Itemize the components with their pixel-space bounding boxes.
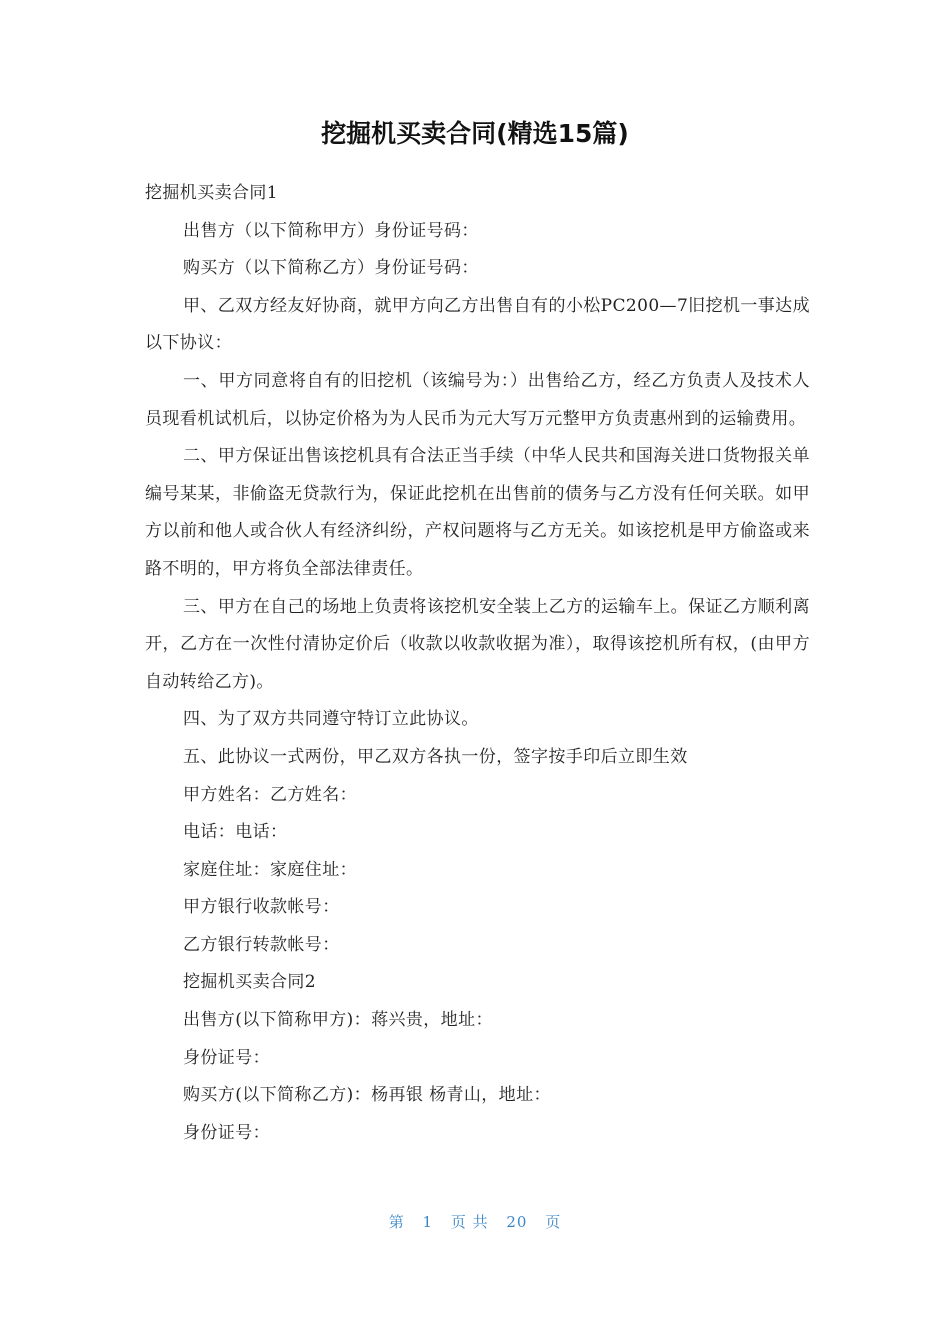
paragraph: 甲、乙双方经友好协商，就甲方向乙方出售自有的小松PC200—7旧挖机一事达成以下协议： bbox=[145, 295, 810, 354]
signature-line: 甲方银行收款帐号： bbox=[183, 897, 340, 918]
footer-page-number: 1 bbox=[422, 1213, 434, 1231]
paragraph: 五、此协议一式两份，甲乙双方各执一份，签字按手印后立即生效 bbox=[183, 746, 688, 767]
signature-line: 乙方银行转款帐号： bbox=[183, 934, 340, 955]
paragraph: 出售方(以下简称甲方)：蒋兴贵，地址： bbox=[183, 1010, 493, 1031]
footer-total-label: 页 共 bbox=[450, 1213, 489, 1231]
paragraph: 购买方(以下简称乙方)：杨再银 杨青山，地址： bbox=[183, 1085, 551, 1106]
paragraph: 三、甲方在自己的场地上负责将该挖机安全装上乙方的运输车上。保证乙方顺利离开，乙方在一次性付清协定价后（收款以收款收据为准），取得该挖机所有权，(由甲方自动转给乙方)。 bbox=[145, 596, 810, 692]
signature-line: 家庭住址：家庭住址： bbox=[183, 859, 357, 880]
footer-page-label: 第 bbox=[388, 1213, 405, 1231]
paragraph: 二、甲方保证出售该挖机具有合法正当手续（中华人民共和国海关进口货物报关单编号某某，非偷盗无贷款行为，保证此挖机在出售前的债务与乙方没有任何关联。如甲方以前和他人或合伙人有经济纠纷，产权问题将与乙方无关。如该挖机是甲方偷盗或来路不明的，甲方将负全部法律责任。 bbox=[145, 446, 810, 579]
paragraph: 出售方（以下简称甲方）身份证号码： bbox=[183, 220, 479, 241]
section-heading: 挖掘机买卖合同1 bbox=[145, 183, 279, 203]
paragraph: 身份证号： bbox=[183, 1122, 270, 1143]
paragraph: 四、为了双方共同遵守特订立此协议。 bbox=[183, 709, 479, 730]
paragraph: 购买方（以下简称乙方）身份证号码： bbox=[183, 258, 479, 279]
document-title: 挖掘机买卖合同(精选15篇) bbox=[321, 119, 629, 148]
paragraph: 身份证号： bbox=[183, 1047, 270, 1068]
signature-line: 甲方姓名：乙方姓名： bbox=[183, 784, 357, 805]
signature-line: 电话：电话： bbox=[183, 822, 288, 843]
footer-total-pages: 20 bbox=[506, 1213, 528, 1231]
document-body bbox=[145, 175, 810, 1152]
section-heading: 挖掘机买卖合同2 bbox=[183, 972, 317, 993]
paragraph: 一、甲方同意将自有的旧挖机（该编号为：）出售给乙方，经乙方负责人及技术人员现看机试机后，以协定价格为为人民币为元大写万元整甲方负责惠州到的运输费用。 bbox=[145, 370, 810, 429]
footer-suffix: 页 bbox=[545, 1213, 562, 1231]
page-footer bbox=[0, 1211, 950, 1232]
